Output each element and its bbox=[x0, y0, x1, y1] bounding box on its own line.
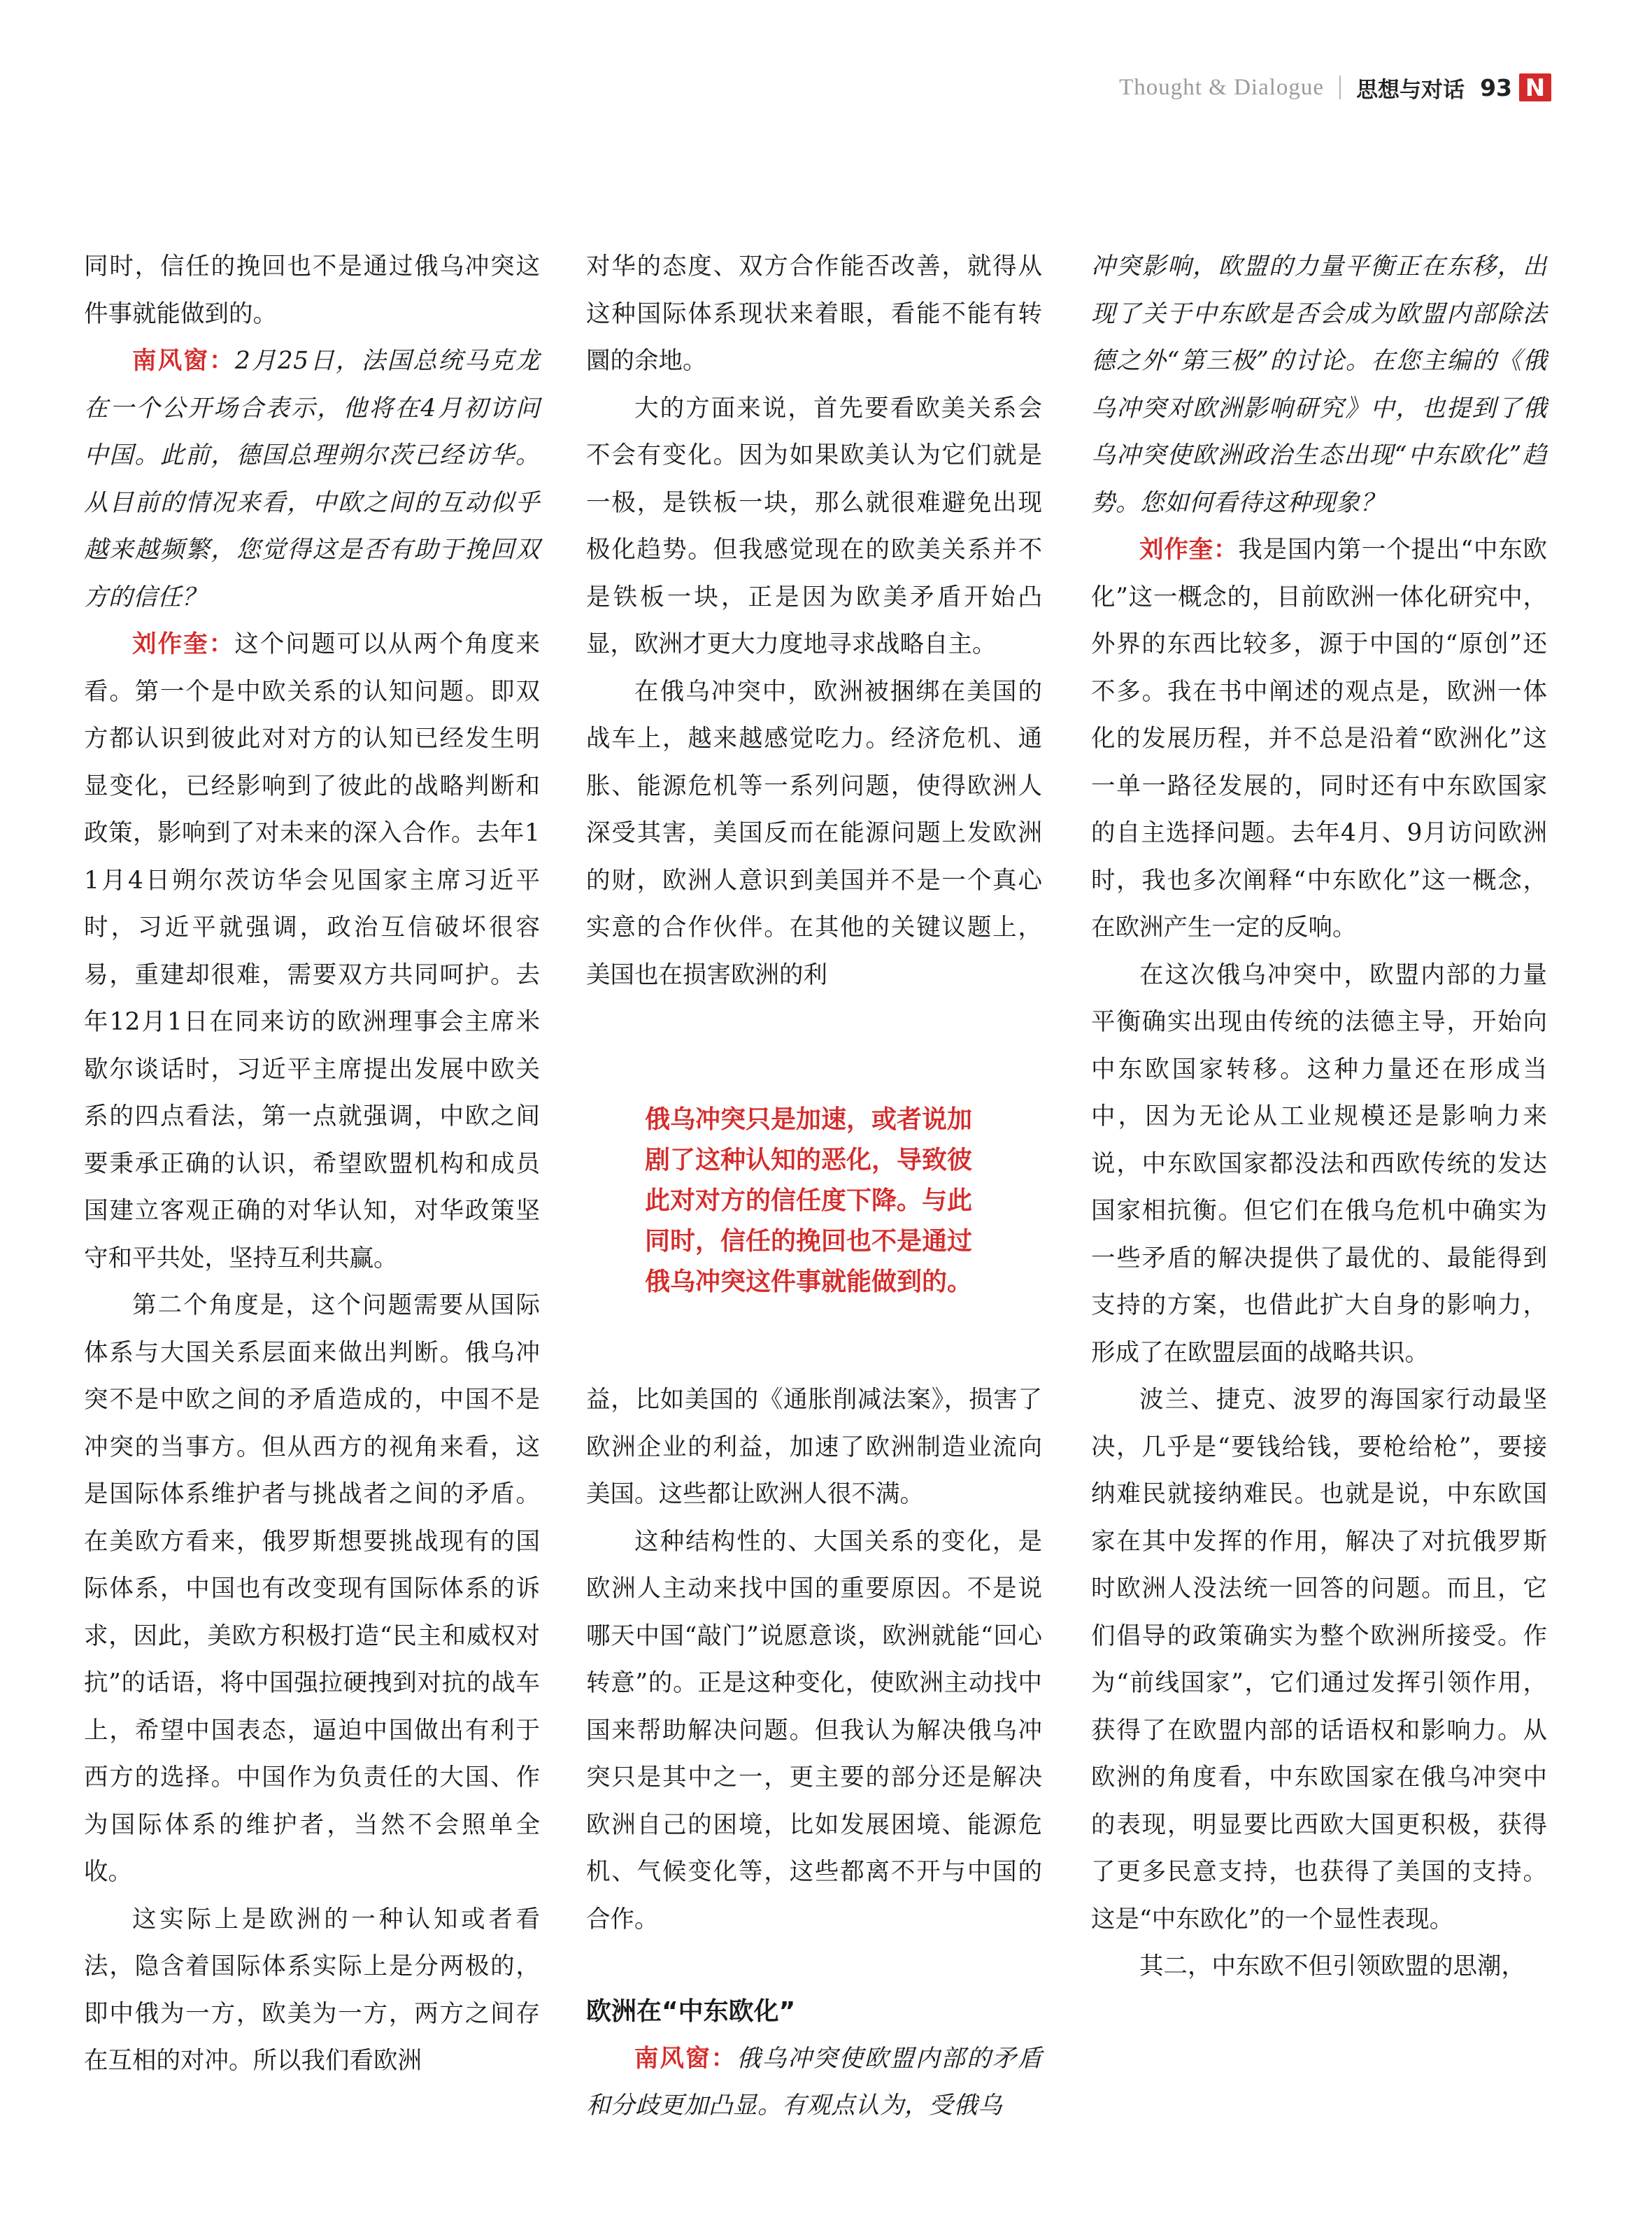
paragraph: 其二，中东欧不但引领欧盟的思潮， bbox=[1139, 1952, 1525, 1980]
speaker-label: 刘作奎： bbox=[132, 630, 235, 658]
paragraph: 这实际上是欧洲的一种认知或者看法，隐含着国际体系实际上是分两极的，即中俄为一方，欧美为一方，两方之间存在互相的对冲。所以我们看欧洲 bbox=[84, 1905, 540, 2075]
header-chinese-title: 思想与对话 bbox=[1356, 77, 1465, 103]
question-text: 俄乌冲突使欧盟内部的矛盾和分歧更加凸显。有观点认为，受俄乌 bbox=[586, 2044, 1043, 2120]
paragraph: 在这次俄乌冲突中，欧盟内部的力量平衡确实出现由传统的法德主导，开始向中东欧国家转移。这种力量还在形成当中，因为无论从工业规模还是影响力来说，中东欧国家都没法和西欧传统的发达国家相抗衡。但它们在俄乌危机中确实为一些矛盾的解决提供了最优的、最能得到支持的方案，也借此扩大自身的影响力，形成了在欧盟层面的战略共识。 bbox=[1091, 960, 1547, 1367]
question-text: 2月25日，法国总统马克龙在一个公开场合表示，他将在4月初访问中国。此前，德国总理朔尔茨已经访华。从目前的情况来看，中欧之间的互动似乎越来越频繁，您觉得这是否有助于挽回双方的信任？ bbox=[84, 347, 540, 611]
interviewee-answer bbox=[1091, 527, 1547, 952]
interviewer-question bbox=[84, 338, 540, 621]
paragraph: 波兰、捷克、波罗的海国家行动最坚决，几乎是“要钱给钱，要枪给枪”，要接纳难民就接纳难民。也就是说，中东欧国家在其中发挥的作用，解决了对抗俄罗斯时欧洲人没法统一回答的问题。而且，它们倡导的政策确实为整个欧洲所接受。作为“前线国家”，它们通过发挥引领作用，获得了在欧盟内部的话语权和影响力。从欧洲的角度看，中东欧国家在俄乌冲突中的表现，明显要比西欧大国更积极，获得了更多民意支持，也获得了美国的支持。这是“中东欧化”的一个显性表现。 bbox=[1091, 1386, 1547, 1933]
column-right bbox=[1091, 243, 1547, 1991]
interviewee-answer bbox=[84, 621, 540, 1282]
column-middle-top bbox=[586, 243, 1042, 999]
interviewer-question-continued: 冲突影响，欧盟的力量平衡正在东移，出现了关于中东欧是否会成为欧盟内部除法德之外“第三极”的讨论。在您主编的《俄乌冲突对欧洲影响研究》中，也提到了俄乌冲突使欧洲政治生态出现“中东欧化”趋势。您如何看待这种现象？ bbox=[1091, 253, 1547, 517]
paragraph: 在俄乌冲突中，欧洲被捆绑在美国的战车上，越来越感觉吃力。经济危机、通胀、能源危机等一系列问题，使得欧洲人深受其害，美国反而在能源问题上发欧洲的财，欧洲人意识到美国并不是一个真心实意的合作伙伴。在其他的关键议题上，美国也在损害欧洲的利 bbox=[586, 677, 1042, 989]
page-header bbox=[1119, 69, 1551, 106]
column-middle-bottom bbox=[586, 1377, 1042, 2130]
page-number: 93 bbox=[1480, 73, 1512, 101]
answer-text: 我是国内第一个提出“中东欧化”这一概念的，目前欧洲一体化研究中，外界的东西比较多，源于中国的“原创”还不多。我在书中阐述的观点是，欧洲一体化的发展历程，并不总是沿着“欧洲化”这一单一路径发展的，同时还有中东欧国家的自主选择问题。去年4月、9月访问欧洲时，我也多次阐释“中东欧化”这一概念，在欧洲产生一定的反响。 bbox=[1091, 536, 1547, 942]
speaker-label: 刘作奎： bbox=[1139, 536, 1239, 564]
paragraph: 对华的态度、双方合作能否改善，就得从这种国际体系现状来着眼，看能不能有转圜的余地。 bbox=[586, 253, 1042, 375]
paragraph: 大的方面来说，首先要看欧美关系会不会有变化。因为如果欧美认为它们就是一极，是铁板一块，那么就很难避免出现极化趋势。但我感觉现在的欧美关系并不是铁板一块，正是因为欧美矛盾开始凸显，欧洲才更大力度地寻求战略自主。 bbox=[586, 394, 1042, 658]
paragraph: 同时，信任的挽回也不是通过俄乌冲突这件事就能做到的。 bbox=[84, 253, 540, 328]
speaker-label: 南风窗： bbox=[634, 2044, 737, 2073]
section-heading: 欧洲在“中东欧化” bbox=[586, 1997, 796, 2026]
paragraph: 益，比如美国的《通胀削减法案》，损害了欧洲企业的利益，加速了欧洲制造业流向美国。这些都让欧洲人很不满。 bbox=[586, 1386, 1042, 1508]
column-left bbox=[84, 243, 540, 2085]
svg-text:N: N bbox=[1525, 74, 1546, 101]
header-english-title: Thought & Dialogue bbox=[1119, 74, 1325, 100]
magazine-logo-icon bbox=[1519, 73, 1551, 101]
speaker-label: 南风窗： bbox=[132, 347, 235, 375]
interviewer-question bbox=[586, 2036, 1042, 2130]
pull-quote: 俄乌冲突只是加速，或者说加剧了这种认知的恶化，导致彼此对对方的信任度下降。与此同时，信任的挽回也不是通过俄乌冲突这件事就能做到的。 bbox=[645, 1105, 973, 1296]
paragraph: 第二个角度是，这个问题需要从国际体系与大国关系层面来做出判断。俄乌冲突不是中欧之间的矛盾造成的，中国不是冲突的当事方。但从西方的视角来看，这是国际体系维护者与挑战者之间的矛盾。在美欧方看来，俄罗斯想要挑战现有的国际体系，中国也有改变现有国际体系的诉求，因此，美欧方积极打造“民主和威权对抗”的话语，将中国强拉硬拽到对抗的战车上，希望中国表态，逼迫中国做出有利于西方的选择。中国作为负责任的大国、作为国际体系的维护者，当然不会照单全收。 bbox=[84, 1291, 540, 1886]
answer-text: 这个问题可以从两个角度来看。第一个是中欧关系的认知问题。即双方都认识到彼此对对方的认知已经发生明显变化，已经影响到了彼此的战略判断和政策，影响到了对未来的深入合作。去年11月4日朔尔茨访华会见国家主席习近平时，习近平就强调，政治互信破坏很容易，重建却很难，需要双方共同呵护。去年12月1日在同来访的欧洲理事会主席米歇尔谈话时，习近平主席提出发展中欧关系的四点看法，第一点就强调，中欧之间要秉承正确的认识，希望欧盟机构和成员国建立客观正确的对华认知，对华政策坚守和平共处，坚持互利共赢。 bbox=[84, 630, 541, 1272]
header-divider bbox=[1339, 76, 1341, 99]
paragraph: 这种结构性的、大国关系的变化，是欧洲人主动来找中国的重要原因。不是说哪天中国“敲门”说愿意谈，欧洲就能“回心转意”的。正是这种变化，使欧洲主动找中国来帮助解决问题。但我认为解决俄乌冲突只是其中之一，更主要的部分还是解决欧洲自己的困境，比如发展困境、能源危机、气候变化等，这些都离不开与中国的合作。 bbox=[586, 1527, 1042, 1933]
